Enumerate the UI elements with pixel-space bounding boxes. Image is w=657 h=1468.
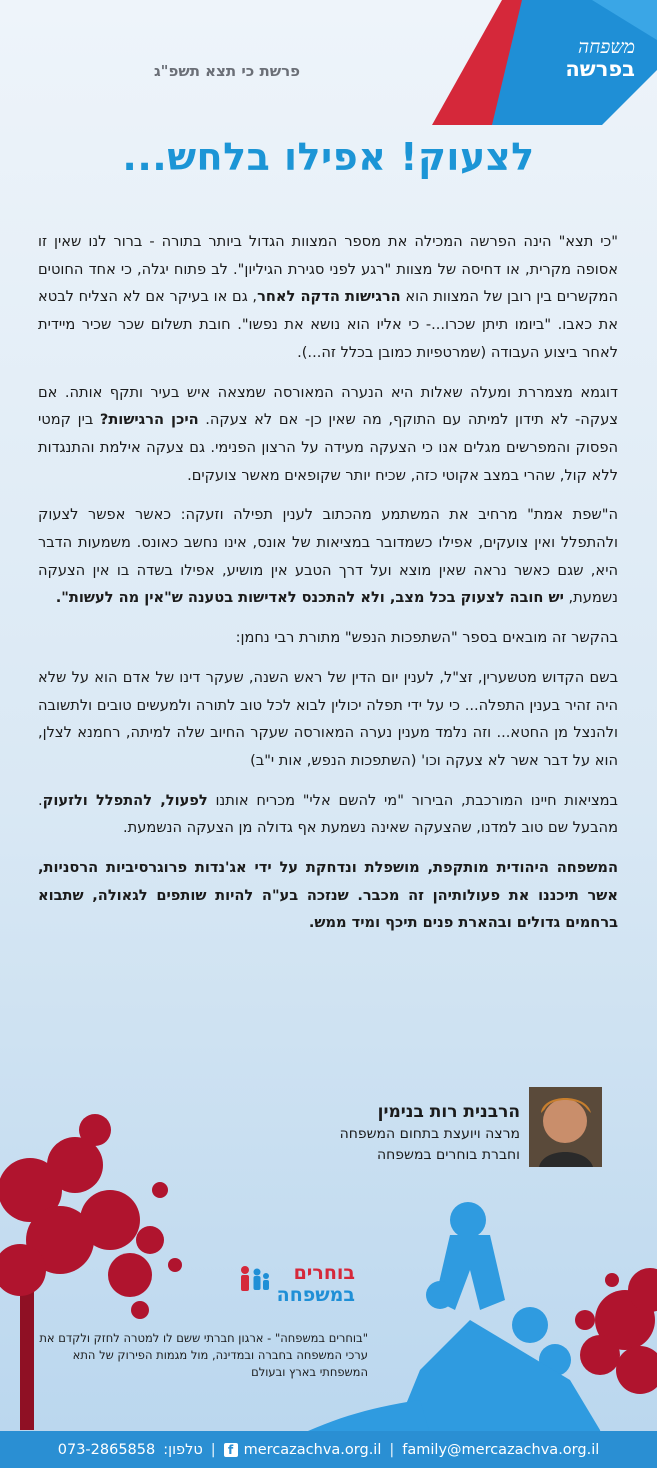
page-title: לצעוק! אפילו בלחש... [122, 135, 535, 179]
right-tree-icon [575, 1268, 657, 1394]
p3-bold: יש חובה לצעוק בכל מצב, ולא להתכנס לאדישות בטענה ש"אין מה לעשות". [55, 589, 564, 607]
author-photo [529, 1087, 602, 1167]
p2-text: דוגמא מצמררת ומעלה שאלות היא הנערה המאורסה שמצאה איש בעיר ותקף אותה. אם צעקה- לא תידון למיתה עם התוקף, מה שאין כן- אם לא צעקה. [38, 383, 618, 429]
p1-end: , גם או בעיקר אם לא הצליח לבטא את כאבו. "ביומו תיתן שכרו...- כי אליו הוא נושא את נפשו". חובת תשלום שכר שכיר מיידית לאחר ביצוע העבודה (שמרטפיות כמובן בכלל זה...). [38, 288, 618, 361]
left-tree-icon [0, 1114, 182, 1430]
brand-line1: משפחה [577, 36, 635, 58]
author-name: הרבנית רות בנימין [377, 1102, 520, 1122]
author-role-1: מרצה ויועצת בתחום המשפחה [339, 1126, 520, 1142]
org-description: "בוחרים במשפחה" - ארגון חברתי ששם לו למטרה לחזק ולקדם את ערכי המשפחה בחברה ובמדינה, מול מגמות הפירוק של התא המשפחתי בארץ ובעולם [39, 1331, 368, 1379]
author-role-2: וחברת בוחרים במשפחה [377, 1147, 520, 1163]
paragraph-4: בהקשר זה מובאים בספר "השתפכות הנפש" מתורת רבי נחמן: [235, 629, 618, 647]
p1-text: "כי תצא" הינה הפרשה המכילה את מספר המצוות הגדול ביותר בתורה - ברור לנו שאין זו אסופה מקרית, או דחיסה של מצוות "רגע לפני סגירת הגיליון". לב פתוח יגלה, כי אחד החוטים המקשרים בין רובן של המצוות הוא [38, 233, 619, 306]
footer-contacts [0, 1431, 657, 1468]
separator: | [210, 1441, 216, 1458]
facebook-icon: f [224, 1443, 238, 1457]
p2-end: בין קמטי הפסוק והמפרשים מגלים אנו כי הצעקה מעידה על הרצון הפנימי. גם צעקה אילמת והתנגדות ללא קול, שהרי במצב אקוטי כזה, שכיח יותר שקופאים מאשר צועקים. [38, 411, 618, 484]
footer [0, 1431, 657, 1468]
p6-text: במציאות חיינו המורכבת, הבירור "מי להשם אלי" מכריח אותנו [207, 791, 618, 809]
org-logo [235, 1262, 355, 1312]
separator: | [389, 1441, 395, 1458]
paragraph-3 [38, 501, 618, 612]
avatar [529, 1087, 602, 1167]
p6-end: . מהבעל שם טוב למדנו, שהצעקה שאינה נשמעת אף גדולה מן הצעקה הנשמעת. [38, 791, 618, 837]
paragraph-2 [38, 379, 618, 490]
paragraph-7: המשפחה היהודית מותקפת, מושפלת ונדחקת על ידי אג'נדות פרוגרסיביות הרסניות, אשר תיכננו את פעולותיהן זה מכבר. שנזכה בע"ה להיות שותפים לגאולה, שתבוא ברחמים גדולים ובהארת פנים תיכף ומיד ממש. [38, 859, 618, 932]
article-body [38, 228, 618, 949]
author-signature [270, 1100, 520, 1166]
phone-label: טלפון: [163, 1441, 203, 1458]
parasha-label: פרשת כי תצא תשפ"ג [153, 62, 300, 80]
website-text: mercazachva.org.il [243, 1441, 382, 1458]
paragraph-6 [38, 787, 618, 842]
org-logo-line2: במשפחה [276, 1284, 355, 1306]
p3-text: ה"שפת אמת" מרחיב את המשתמע מהכתוב לענין תפילה וזעקה: כאשר אפשר לצעוק ולהתפלל ואין צועקים, אפילו כשמדובר במציאות של אונס, אינו נחשב כאונס. משמעות הדבר היא, שגם כאשר נראה שאין מוצא ועל דרך הטבע אין מושיע, אפילו בשדה בו אין הצעקה נשמעת, [38, 506, 618, 607]
brand-text [515, 38, 635, 80]
org-logo-line1: בוחרים [293, 1262, 355, 1284]
p6-bold: לפעול, להתפלל ולזעוק [42, 791, 208, 809]
phone-number[interactable]: 073-2865858 [57, 1441, 156, 1458]
p1-bold: הרגישות הדקה לאחר [257, 288, 401, 306]
brand-line2: בפרשה [565, 56, 635, 81]
website-link[interactable] [224, 1442, 382, 1458]
paragraph-1 [38, 228, 618, 367]
p2-bold: היכן הרגישות? [99, 411, 199, 429]
email-link[interactable]: family@mercazachva.org.il [402, 1441, 600, 1458]
paragraph-5-quote: בשם הקדוש מטשערין, זצ"ל, לענין יום הדין של ראש השנה, שעקר דינו של אדם הוא על שלא היה זהיר בענין התפלה... כי על ידי תפלה יכולין לבוא לכל טוב לתורה ולמעשים טובים ולתשובה ולהנצל מן החטא... וזה נלמד מענין נערה המאורסה שעקר החיוב שלה למיתה, רחמנא לצלן, הוא על דבר אשר לא צעקה וכו' (השתפכות הנפש, אות י"ב) [38, 668, 618, 769]
